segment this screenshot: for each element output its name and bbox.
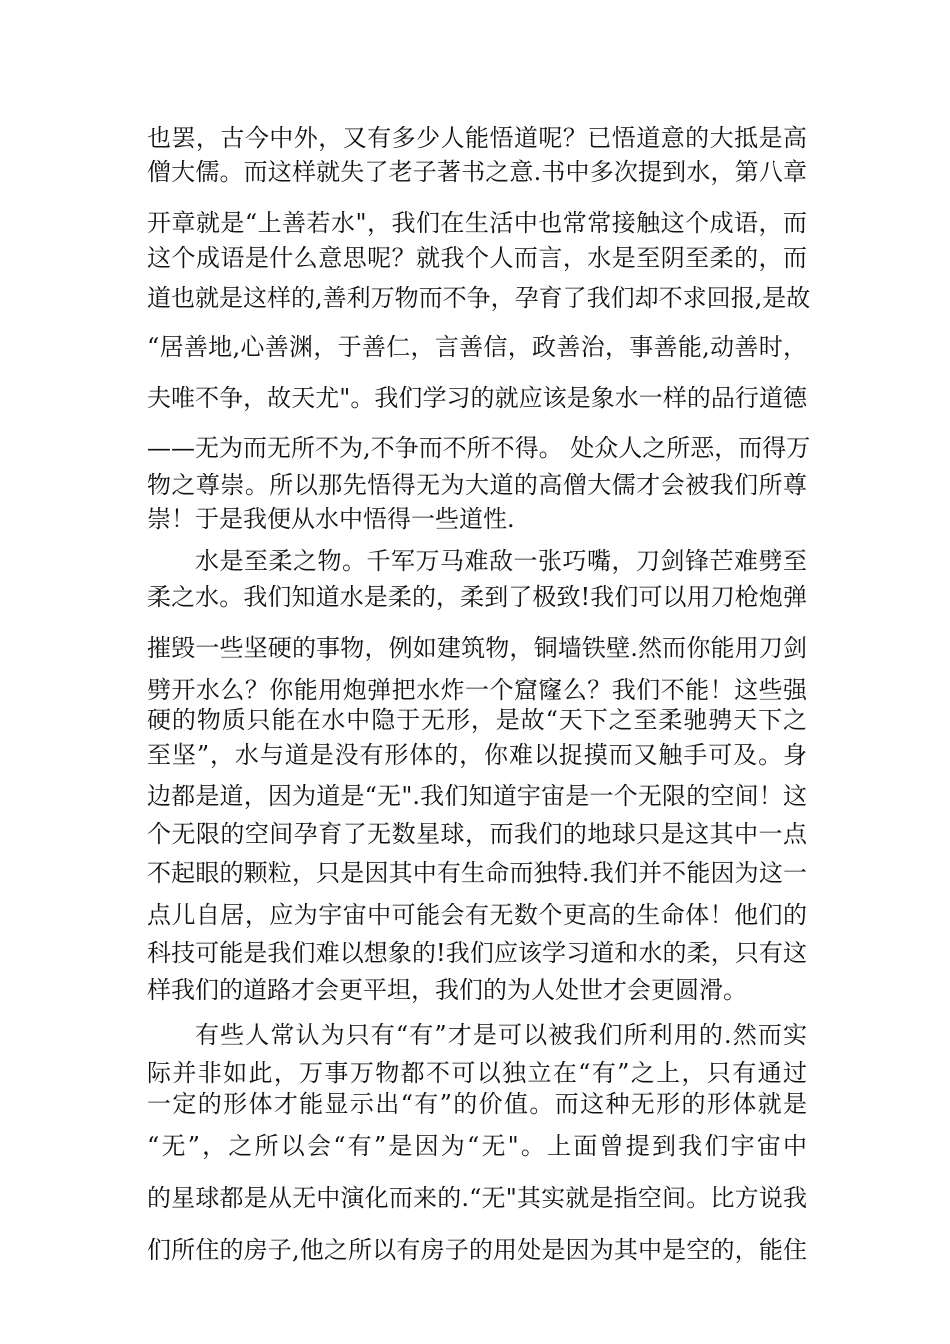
text-line: ——无为而无所不为,不争而不所不得。 处众人之所恶，而得万: [147, 434, 811, 462]
text-line: 崇！于是我便从水中悟得一些道性.: [147, 505, 515, 533]
text-line: 夫唯不争，故天尤"。我们学习的就应该是象水一样的品行道德: [147, 384, 807, 412]
text-line: 柔之水。我们知道水是柔的，柔到了极致!我们可以用刀枪炮弹: [147, 583, 807, 611]
text-line: “无”，之所以会“有”是因为“无"。上面曾提到我们宇宙中: [147, 1132, 807, 1160]
text-line: 僧大儒。而这样就失了老子著书之意.书中多次提到水，第八章: [147, 158, 807, 186]
text-line: 劈开水么？你能用炮弹把水炸一个窟窿么？我们不能！这些强: [147, 676, 807, 704]
text-line: 一定的形体才能显示出“有”的价值。而这种无形的形体就是: [147, 1090, 807, 1118]
text-line: 们所住的房子,他之所以有房子的用处是因为其中是空的，能住: [147, 1236, 807, 1264]
text-line: 水是至柔之物。千军万马难敌一张巧嘴，刀剑锋芒难劈至: [195, 547, 807, 575]
text-line: 物之尊崇。所以那先悟得无为大道的高僧大儒才会被我们所尊: [147, 471, 807, 499]
text-line: 至坚”，水与道是没有形体的，你难以捉摸而又触手可及。身: [147, 741, 807, 769]
text-line: 个无限的空间孕育了无数星球，而我们的地球只是这其中一点: [147, 820, 807, 848]
text-line: 硬的物质只能在水中隐于无形，是故“天下之至柔驰骋天下之: [147, 706, 807, 734]
text-line: 点儿自居，应为宇宙中可能会有无数个更高的生命体！他们的: [147, 901, 807, 929]
text-line: “居善地,心善渊，于善仁，言善信，政善治，事善能,动善时，: [147, 333, 807, 361]
text-line: 也罢，古今中外，又有多少人能悟道呢？已悟道意的大抵是高: [147, 124, 807, 152]
text-line: 这个成语是什么意思呢？就我个人而言，水是至阴至柔的，而: [147, 244, 807, 272]
text-line: 际并非如此，万事万物都不可以独立在“有”之上，只有通过: [147, 1059, 807, 1087]
text-line: 有些人常认为只有“有”才是可以被我们所利用的.然而实: [195, 1021, 807, 1049]
text-line: 开章就是“上善若水"，我们在生活中也常常接触这个成语，而: [147, 209, 807, 237]
text-line: 摧毁一些坚硬的事物，例如建筑物，铜墙铁壁.然而你能用刀剑: [147, 634, 807, 662]
text-line: 样我们的道路才会更平坦，我们的为人处世才会更圆滑。: [147, 976, 747, 1004]
text-line: 边都是道，因为道是“无".我们知道宇宙是一个无限的空间！这: [147, 782, 807, 810]
text-line: 科技可能是我们难以想象的!我们应该学习道和水的柔，只有这: [147, 939, 807, 967]
text-line: 道也就是这样的,善利万物而不争，孕育了我们却不求回报,是故: [147, 284, 811, 312]
text-line: 不起眼的颗粒，只是因其中有生命而独特.我们并不能因为这一: [147, 859, 807, 887]
text-line: 的星球都是从无中演化而来的.“无"其实就是指空间。比方说我: [147, 1184, 807, 1212]
